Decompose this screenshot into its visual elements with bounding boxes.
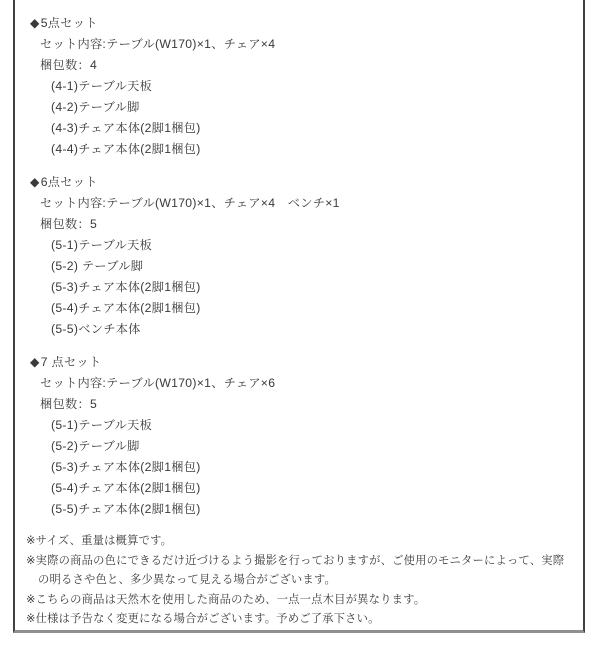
package-count-line: 梱包数：5 — [40, 397, 98, 411]
package-count-line: 梱包数：5 — [40, 217, 98, 231]
note-line: ※こちらの商品は天然木を使用した商品のため、一点一点木目が異なります。 — [26, 593, 426, 606]
diamond-bullet-icon: ◆ — [30, 16, 40, 30]
package-item: (4-2)テーブル脚 — [51, 100, 140, 114]
package-item: (5-3)チェア本体(2脚1梱包) — [51, 460, 201, 474]
package-item: (4-1)テーブル天板 — [51, 79, 153, 93]
section-title: 5点セット — [40, 16, 98, 30]
diamond-bullet-icon: ◆ — [30, 175, 40, 189]
set-contents-line: セット内容:テーブル(W170)×1、チェア×4 — [40, 37, 276, 51]
note-line: ※仕様は予告なく変更になる場合がございます。予めご了承下さい。 — [26, 613, 380, 625]
set-contents-line: セット内容:テーブル(W170)×1、チェア×4 ベンチ×1 — [40, 196, 340, 210]
section-title: 6点セット — [40, 175, 98, 189]
package-item: (5-5)チェア本体(2脚1梱包) — [51, 502, 201, 516]
package-item: (5-5)ベンチ本体 — [51, 322, 141, 336]
section-heading — [30, 352, 568, 373]
set-section-6piece — [30, 172, 568, 340]
notes-list — [26, 532, 568, 630]
diamond-bullet-icon: ◆ — [30, 355, 40, 369]
package-item: (5-4)チェア本体(2脚1梱包) — [51, 301, 201, 315]
set-section-5piece — [30, 13, 568, 160]
set-section-7piece — [30, 352, 568, 520]
section-heading — [30, 13, 568, 34]
section-title: 7 点セット — [40, 355, 102, 369]
package-item: (5-1)テーブル天板 — [51, 418, 153, 432]
package-item: (5-3)チェア本体(2脚1梱包) — [51, 280, 201, 294]
set-contents-line: セット内容:テーブル(W170)×1、チェア×6 — [40, 376, 276, 390]
package-item: (5-1)テーブル天板 — [51, 238, 153, 252]
package-item: (4-4)チェア本体(2脚1梱包) — [51, 142, 201, 156]
package-item: (5-2)テーブル脚 — [51, 439, 140, 453]
package-item: (5-2) テーブル脚 — [51, 259, 144, 273]
package-item: (4-3)チェア本体(2脚1梱包) — [51, 121, 201, 135]
package-count-line: 梱包数：4 — [40, 58, 98, 72]
note-line: ※実際の商品の色にできるだけ近づけるよう撮影を行っておりますが、ご使用のモニターによって、実際の明るさや色と、多少異なって見える場合がございます。 — [26, 554, 565, 586]
package-item: (5-4)チェア本体(2脚1梱包) — [51, 481, 201, 495]
note-line: ※サイズ、重量は概算です。 — [26, 535, 173, 547]
section-heading — [30, 172, 568, 193]
spec-frame — [13, 0, 585, 633]
